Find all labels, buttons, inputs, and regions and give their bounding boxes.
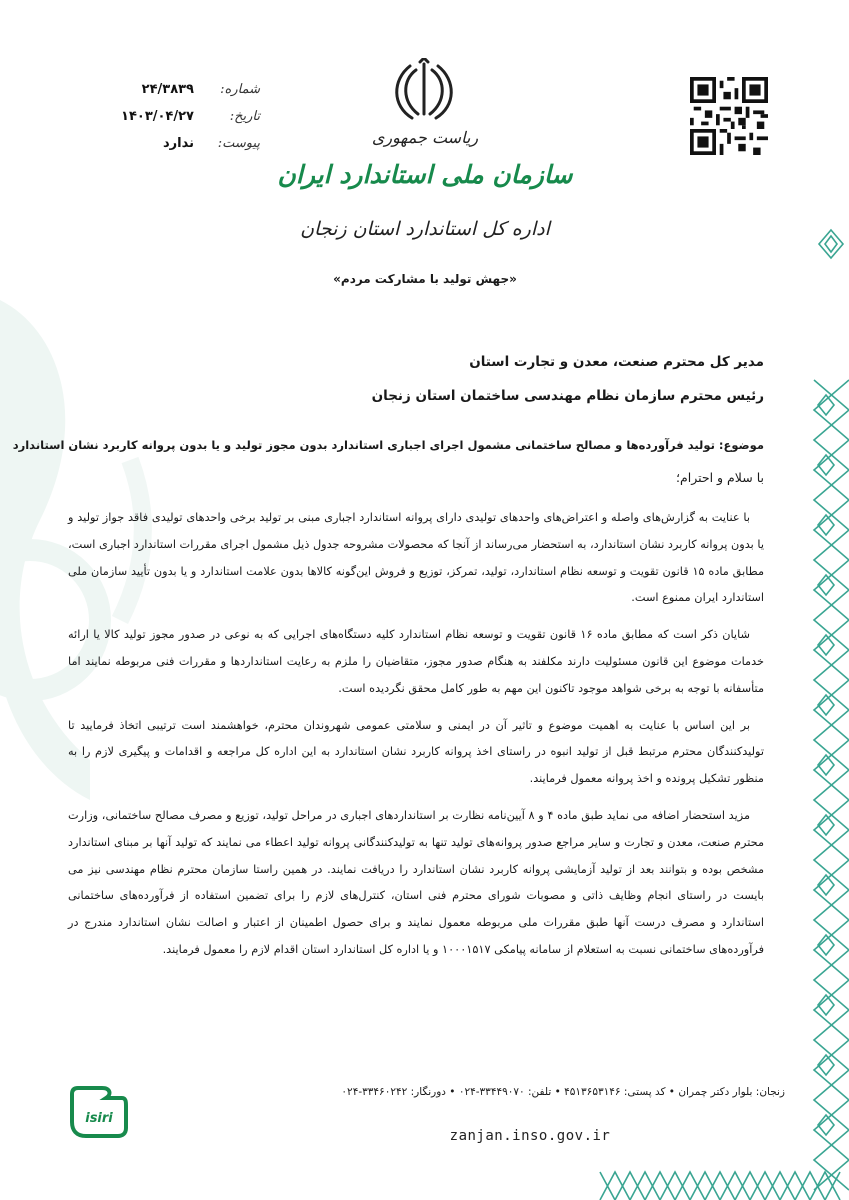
letter-attachment-value: ندارد [162, 136, 194, 151]
presidency-title: ریاست جمهوری [371, 128, 479, 147]
letter-number-value: ۲۴/۳۸۳۹ [141, 82, 194, 97]
subject-text: تولید فرآورده‌ها و مصالح ساختمانی مشمول اجرای اجباری استاندارد بدون مجوز تولید و یا بدون پروانه کاربرد نشان استاندارد [12, 438, 719, 452]
greeting: با سلام و احترام؛ [676, 470, 764, 485]
letter-body [68, 505, 764, 974]
footer-address: زنجان: بلوار دکتر چمران • کد پستی: ۴۵۱۳۶۵۳۱۴۶ • تلفن: ۳۳۴۴۹۰۷۰-۰۲۴ • دورنگار: ۳۳۴۶۰۲۴۲-۰۲۴ [341, 1086, 785, 1098]
national-emblem-icon [394, 58, 454, 122]
slogan: «جهش تولید با مشارکت مردم» [333, 272, 517, 286]
letter-date-label: تاریخ: [229, 109, 260, 124]
office-title: اداره کل استاندارد استان زنجان [300, 218, 550, 240]
organization-title: سازمان ملی استاندارد ایران [277, 160, 573, 189]
body-paragraph-1: با عنایت به گزارش‌های واصله و اعتراض‌های واحدهای تولیدی دارای پروانه استاندارد اجباری مبنی بر تولید برخی واحدهای تولیدی فاقد جواز تولید و یا بدون پروانه کاربرد نشان استاندارد، به استحضار می‌رساند از آنجا که محصولات مشروحه جدول ذیل مشمول اجرای مقررات استاندارد اجباری است، مطابق ماده ۱۵ قانون تقویت و توسعه نظام استاندارد، تولید، تمرکز، توزیع و فروش این‌گونه کالاها بدون علامت استاندارد و یا بدون تأیید سازمان ملی استاندارد ایران ممنوع است. [68, 511, 764, 605]
subject-line [12, 438, 764, 452]
recipient-1: مدیر کل محترم صنعت، معدن و تجارت استان [469, 354, 764, 370]
letter-number-label: شماره: [220, 82, 260, 97]
letter-date-value: ۱۴۰۳/۰۴/۲۷ [121, 109, 194, 124]
recipient-2: رئیس محترم سازمان نظام مهندسی ساختمان استان زنجان [371, 388, 764, 404]
body-paragraph-4: مزید استحضار اضافه می نماید طبق ماده ۴ و ۸ آیین‌نامه نظارت بر استانداردهای اجباری در مراحل تولید، توزیع و مصرف مصالح ساختمانی، وزارت محترم صنعت، معدن و تجارت و سایر مراجع صدور پروانه‌های تولید تنها به تولیدکنندگانی پروانه تولید اعطاء می نمایند که تولید آنها بر مبنای استاندارد مشخص بوده و بتوانند بعد از تولید آزمایشی پروانه کاربرد نشان استاندارد را دریافت نمایند. در همین راستا سازمان محترم نظام مهندسی نیز می بایست در راستای انجام وظایف ذاتی و مصوبات شورای محترم فنی استان، کنترل‌های لازم را برای تضمین استفاده از فرآورده‌های ساختمانی استاندارد و مصرف درست آنها طبق مقررات ملی مربوطه معمول نمایند و برای حصول اطمینان از اعتبار و اصالت نشان استاندارد مندرج در فرآورده‌های ساختمانی نسبت به استعلام از سامانه پیامکی ۱۰۰۰۱۵۱۷ و یا اداره کل استاندارد استان اقدام لازم را معمول فرمایند. [68, 808, 764, 956]
reference-block [50, 76, 260, 157]
qr-code [690, 77, 768, 155]
body-paragraph-2: شایان ذکر است که مطابق ماده ۱۶ قانون تقویت و توسعه نظام استاندارد کلیه دستگاه‌های اجرایی که به نوعی در صدور مجوز تولید کالا یا ارائه خدمات موضوع این قانون مسئولیت دارند مکلفند به هنگام صدور مجوز، متقاضیان را ملزم به رعایت استانداردها و مقررات فنی مربوطه نمایند اما متأسفانه با توجه به برخی شواهد موجود تاکنون این مهم به طور کامل محقق نگردیده است. [68, 628, 764, 695]
inso-logo [68, 1080, 130, 1142]
inso-logo-text: isiri [85, 1111, 113, 1126]
letter-attachment-label: پیوست: [217, 136, 260, 151]
letter-date-row [50, 103, 260, 130]
footer-website[interactable]: zanjan.inso.gov.ir [449, 1128, 611, 1144]
recipients [244, 345, 764, 413]
letter-attachment-row [50, 130, 260, 157]
body-paragraph-3: بر این اساس با عنایت به اهمیت موضوع و تاثیر آن در ایمنی و سلامتی عمومی شهروندان محترم، خواهشمند است ترتیبی اتخاذ فرمایید تا تولیدکنندگان محترم مرتبط قبل از تولید انبوه در راستای اخذ پروانه کاربرد نشان استاندارد به این اداره کل مراجعه و اقدامات و پیگیری لازم را به منظور تشکیل پرونده و اخذ پروانه معمول فرمایند. [68, 718, 764, 786]
letter-number-row [50, 76, 260, 103]
subject-label: موضوع: [718, 438, 764, 452]
